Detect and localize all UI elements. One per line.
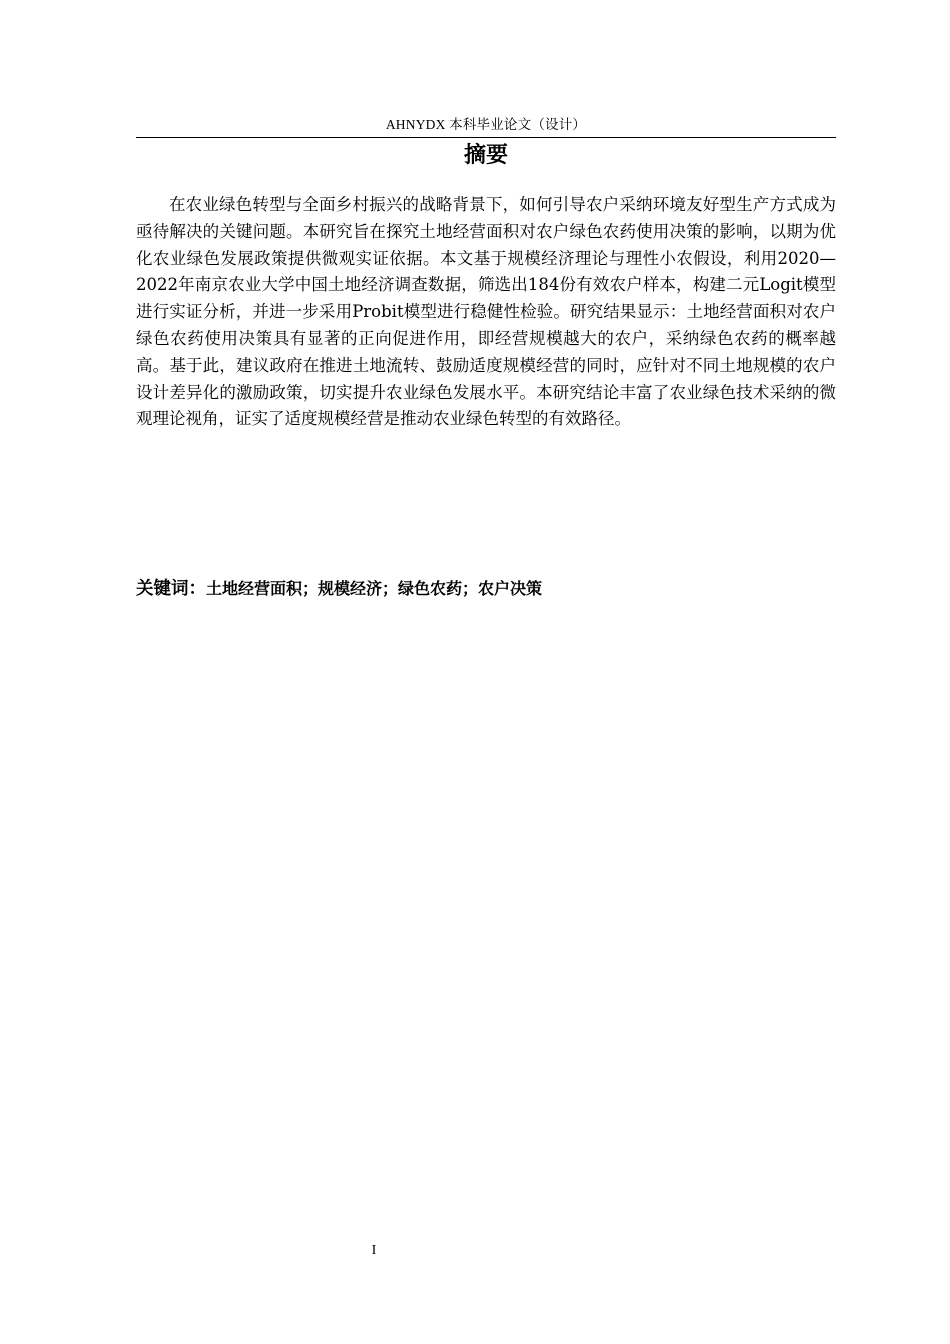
keywords-value: 土地经营面积；规模经济；绿色农药；农户决策	[206, 579, 543, 598]
header-rule	[136, 137, 836, 138]
keywords-label: 关键词：	[136, 579, 206, 599]
keywords-line	[136, 576, 836, 602]
running-header: AHNYDX 本科毕业论文（设计）	[385, 117, 587, 132]
abstract-title: 摘要	[463, 143, 508, 168]
page-number: I	[371, 1243, 377, 1258]
abstract-body: 在农业绿色转型与全面乡村振兴的战略背景下，如何引导农户采纳环境友好型生产方式成为亟待解决的关键问题。本研究旨在探究土地经营面积对农户绿色农药使用决策的影响，以期为优化农业绿色发展政策提供微观实证依据。本文基于规模经济理论与理性小农假设，利用2020—2022年南京农业大学中国土地经济调查数据，筛选出184份有效农户样本，构建二元Logit模型进行实证分析，并进一步采用Probit模型进行稳健性检验。研究结果显示：土地经营面积对农户绿色农药使用决策具有显著的正向促进作用，即经营规模越大的农户，采纳绿色农药的概率越高。基于此，建议政府在推进土地流转、鼓励适度规模经营的同时，应针对不同土地规模的农户设计差异化的激励政策，切实提升农业绿色发展水平。本研究结论丰富了农业绿色技术采纳的微观理论视角，证实了适度规模经营是推动农业绿色转型的有效路径。	[136, 195, 836, 429]
